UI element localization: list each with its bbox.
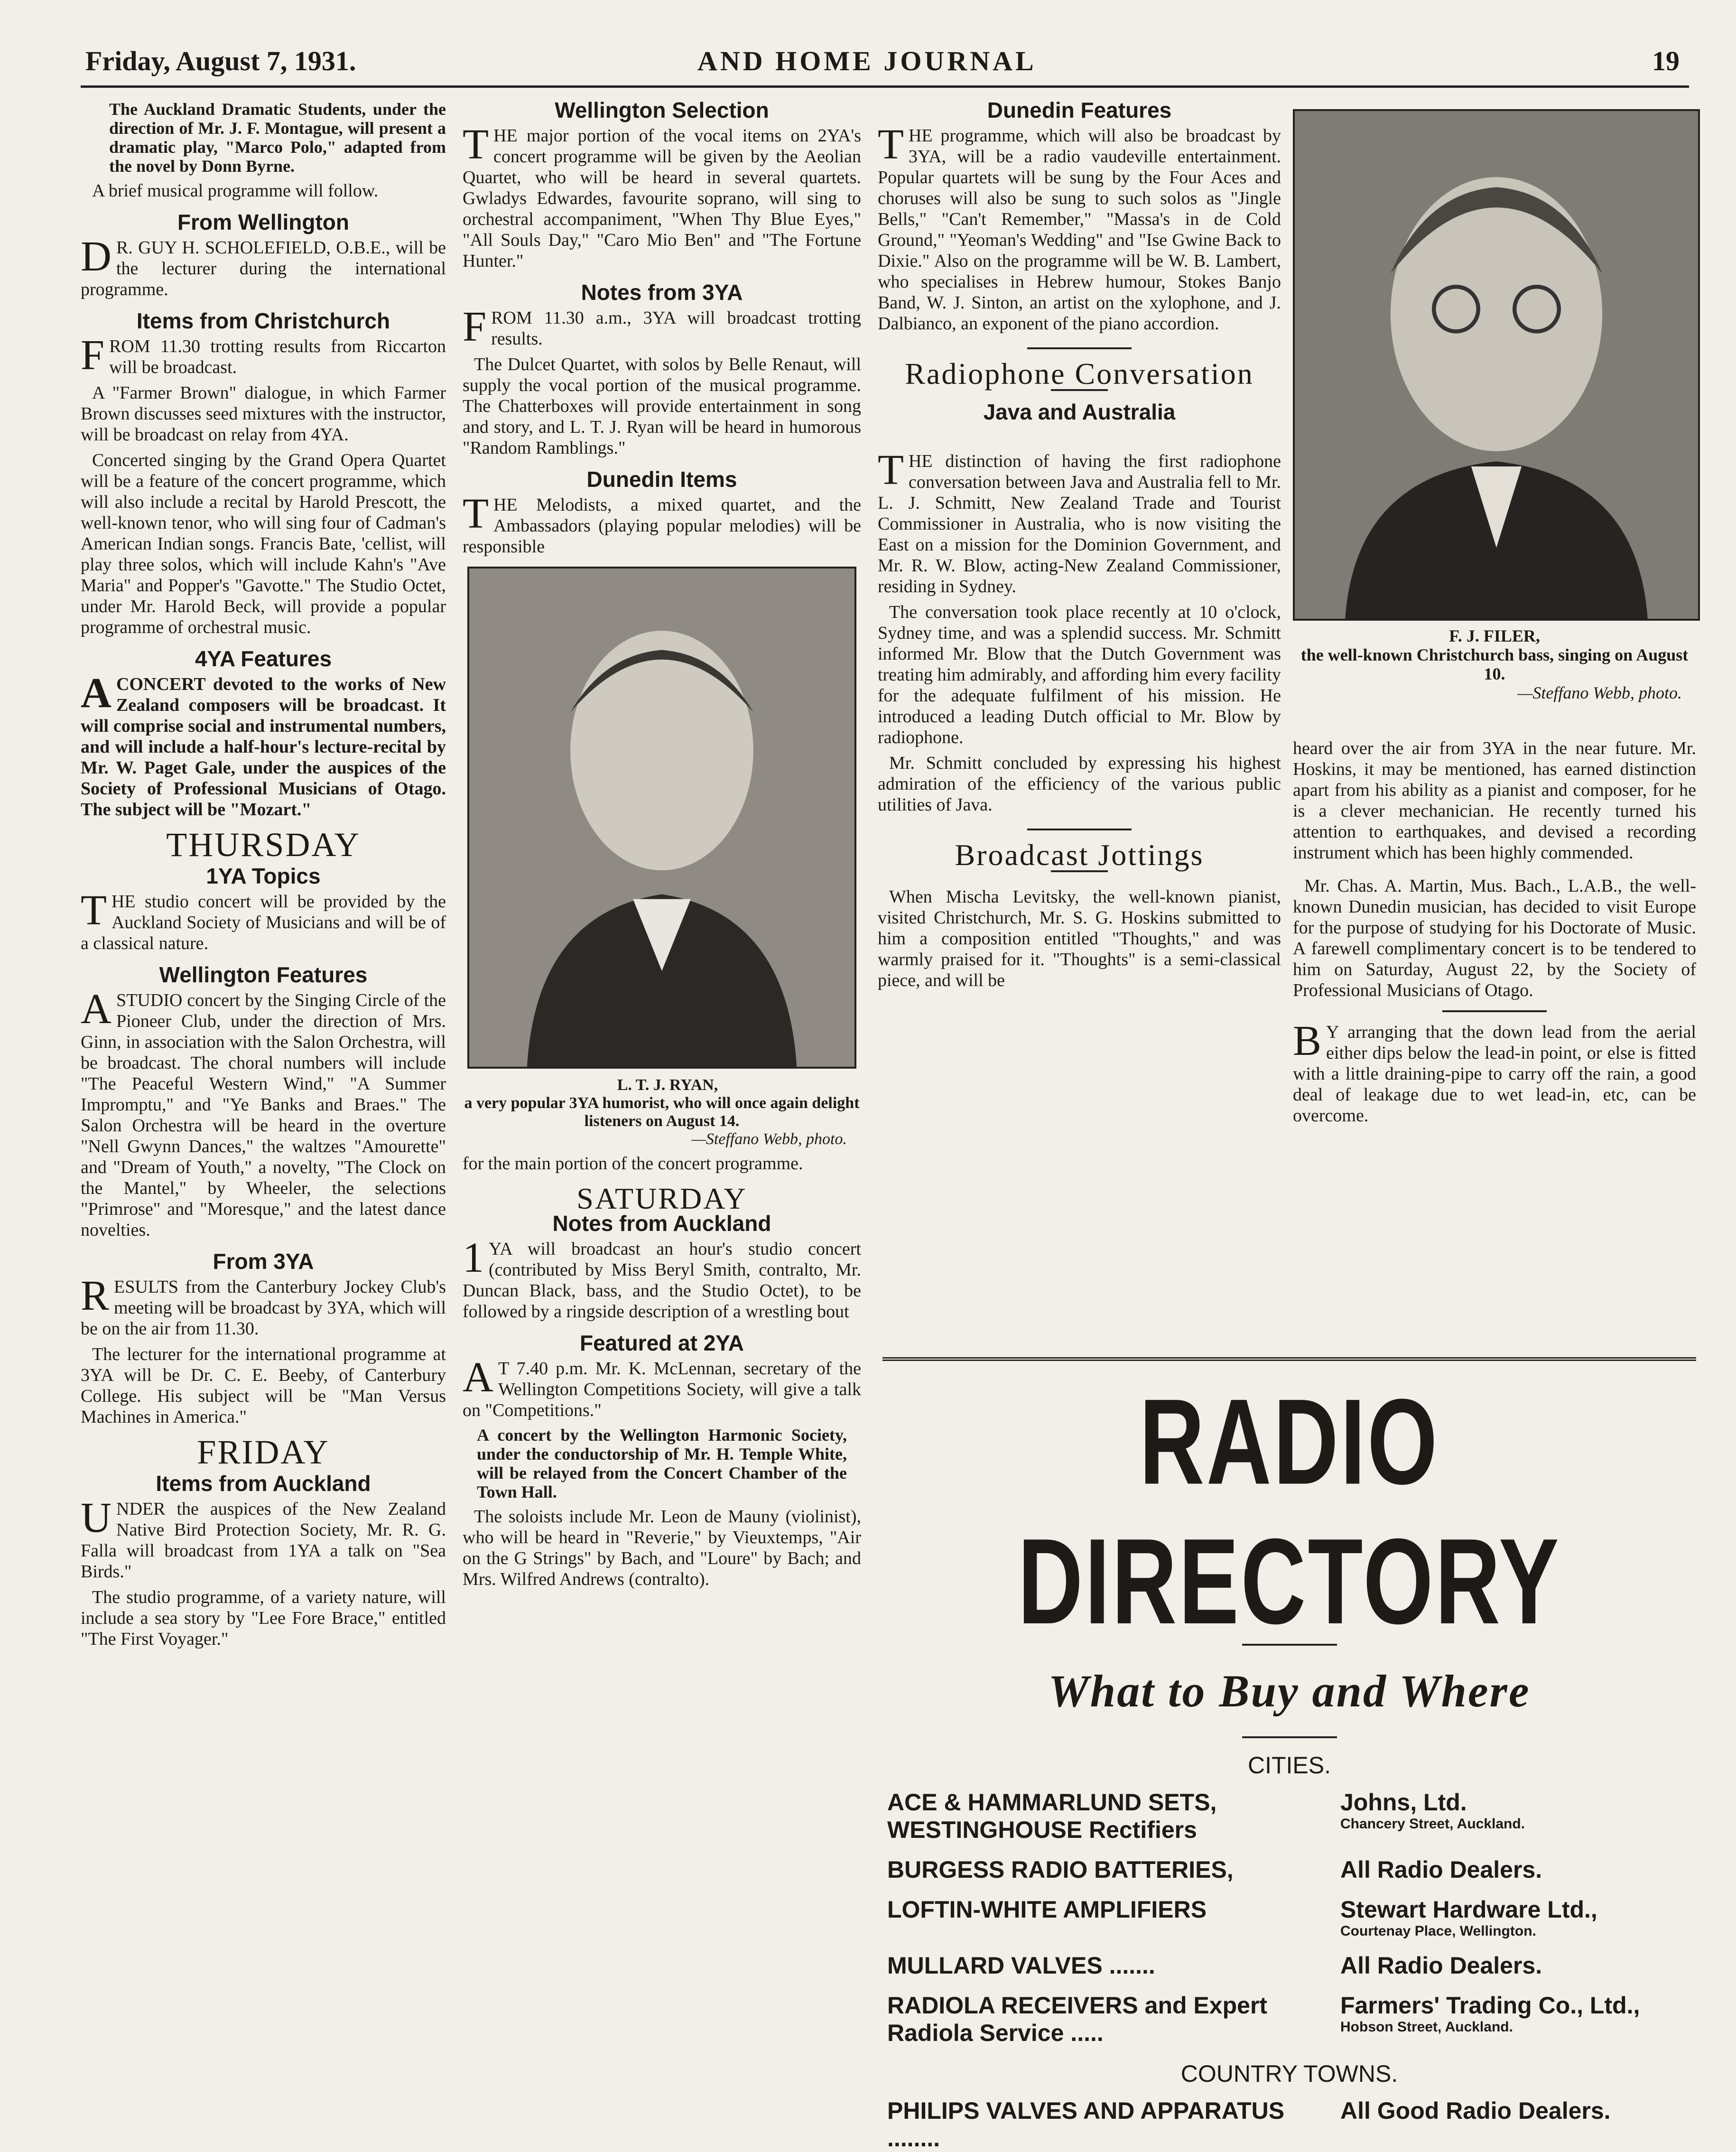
- directory-item: MULLARD VALVES .......: [887, 1952, 1155, 1979]
- paragraph: THE programme, which will also be broadcast by 3YA, will be a radio vaudeville entertainment. Popular quartets will be sung by the Four Aces and choruses will also be sung to such solos as "Jingle Bells," "Can't Remember," "Massa's in de Cold Ground," "Yeoman's Wedding" and "Ise Gwine Back to Dixie." Also on the programme will be W. B. Lambert, who specialises in Hebrew humour, Stokes Banjo Band, W. J. Sinton, an artist on the xylophone, and J. Dalbianco, an exponent of the piano accordion.: [878, 121, 1281, 334]
- paragraph: heard over the air from 3YA in the near future. Mr. Hoskins, it may be mentioned, has earned distinction apart from his ability as a pianist and composer, for he is a clever mechanician. He recently turned his attention to earthquakes, and devised a recording instrument which has been highly commended.: [1293, 738, 1696, 863]
- paragraph: FROM 11.30 trotting results from Riccarton will be broadcast.: [81, 332, 446, 379]
- directory-dealer: All Good Radio Dealers.: [1340, 2097, 1611, 2124]
- page-date: Friday, August 7, 1931.: [85, 46, 356, 76]
- photo-credit: —Steffano Webb, photo.: [691, 1130, 847, 1148]
- page-number: 19: [1652, 46, 1680, 76]
- directory-title: RADIO DIRECTORY: [1018, 1374, 1561, 1650]
- portrait-photo-filer: [1293, 109, 1700, 621]
- paragraph: THE Melodists, a mixed quartet, and the Ambassadors (playing popular melodies) will be responsible: [463, 490, 861, 557]
- directory-row: [882, 2097, 1696, 2152]
- category-country-towns: COUNTRY TOWNS.: [1180, 2060, 1398, 2087]
- directory-dealer: All Radio Dealers.: [1340, 1856, 1542, 1883]
- section-heading: Wellington Selection: [555, 98, 769, 122]
- directory-row: [882, 1992, 1696, 2047]
- divider: [1242, 1736, 1337, 1738]
- header-rule: [81, 85, 1689, 88]
- paragraph: THE major portion of the vocal items on 2YA's concert programme will be given by the Aeolian Quartet, who will be heard in several quartets. Gwladys Edwardes, favourite soprano, will sing to orchestral accompaniment, "When Thy Blue Eyes," "All Souls Day," "Caro Mio Ben" and "The Fortune Hunter.": [463, 121, 861, 271]
- directory-item: ACE & HAMMARLUND SETS, WESTINGHOUSE Rectifiers: [887, 1789, 1217, 1843]
- paragraph: When Mischa Levitsky, the well-known pianist, visited Christchurch, Mr. S. G. Hoskins submitted to him a composition entitled "Thoughts," and was warmly praised for it. "Thoughts" is a semi-classical piece, and will be: [878, 887, 1281, 990]
- paragraph: BY arranging that the down lead from the aerial either dips below the lead-in point, or else is fitted with a little draining-pipe to carry off the rain, a good deal of leakage due to wet lead-in, etc, can be overcome.: [1293, 1017, 1696, 1126]
- category-cities: CITIES.: [1247, 1752, 1331, 1779]
- section-title: Broadcast Jottings: [955, 838, 1204, 872]
- divider: [1027, 347, 1132, 349]
- directory-dealer: Farmers' Trading Co., Ltd., Hobson Street, Auckland.: [1340, 1992, 1640, 2035]
- portrait-image: [469, 568, 854, 1067]
- paragraph: A brief musical programme will follow.: [92, 181, 379, 201]
- section-heading: Notes from 3YA: [581, 280, 743, 305]
- directory-row: [882, 1896, 1696, 1939]
- paragraph: RESULTS from the Canterbury Jockey Club's meeting will be broadcast by 3YA, which will be on the air from 11.30.: [81, 1272, 446, 1339]
- directory-row: [882, 1952, 1696, 1979]
- day-heading: FRIDAY: [197, 1433, 330, 1471]
- paragraph: 1YA will broadcast an hour's studio concert (contributed by Miss Beryl Smith, contralto, Mr. Duncan Black, bass, and the Studio Octet), to be followed by a ringside description of a wrestling bout: [463, 1234, 861, 1322]
- section-heading: Featured at 2YA: [580, 1331, 744, 1355]
- photo-caption: [1293, 626, 1696, 702]
- portrait-photo-ryan: [467, 567, 856, 1069]
- column-3: [878, 100, 1281, 996]
- section-heading: Dunedin Items: [586, 467, 737, 492]
- day-heading: THURSDAY: [166, 826, 361, 864]
- paragraph: Mr. Schmitt concluded by expressing his highest admiration of the efficiency of the various public utilities of Java.: [878, 753, 1281, 815]
- section-heading: Java and Australia: [983, 400, 1176, 424]
- photo-credit: —Steffano Webb, photo.: [1517, 683, 1682, 702]
- section-heading: Notes from Auckland: [552, 1211, 771, 1236]
- paragraph: The conversation took place recently at 10 o'clock, Sydney time, and was a splendid success. Mr. Schmitt informed Mr. Blow that the Dutch Government was treating him admirably, and affording him every facility for the adequate fulfilment of his mission. He introduced a leading Dutch official to Mr. Blow by radiophone.: [878, 602, 1281, 747]
- paragraph: FROM 11.30 a.m., 3YA will broadcast trotting results.: [463, 303, 861, 350]
- paragraph: THE studio concert will be provided by the Auckland Society of Musicians and will be of a classical nature.: [81, 887, 446, 953]
- section-heading: 1YA Topics: [206, 864, 321, 888]
- paragraph: Mr. Chas. A. Martin, Mus. Bach., L.A.B., the well-known Dunedin musician, has decided to visit Europe for the purpose of studying for his Doctorate of Music. A farewell complimentary concert is to be tendered to him on Saturday, August 22, by the Society of Professional Musicians of Otago.: [1293, 876, 1696, 1000]
- column-1: [81, 100, 446, 1654]
- section-title: Radiophone Conversation: [905, 357, 1254, 391]
- paragraph: A "Farmer Brown" dialogue, in which Farmer Brown discusses seed mixtures with the instructor, will be broadcast on relay from 4YA.: [81, 383, 446, 445]
- section-heading: Items from Auckland: [156, 1471, 371, 1496]
- photo-caption: [463, 1076, 861, 1148]
- paragraph: ACONCERT devoted to the works of New Zealand composers will be broadcast. It will comprise social and instrumental numbers, and will include a half-hour's lecture-recital by Mr. W. Paget Gale, under the auspices of the Society of Professional Musicians of Otago. The subject will be "Mozart.": [81, 670, 446, 820]
- paragraph: UNDER the auspices of the New Zealand Native Bird Protection Society, Mr. R. G. Falla will broadcast from 1YA a talk on "Sea Birds.": [81, 1494, 446, 1582]
- journal-title: AND HOME JOURNAL: [697, 46, 1037, 76]
- paragraph: ASTUDIO concert by the Singing Circle of the Pioneer Club, under the direction of Mrs. Ginn, in association with the Salon Orchestra, will be broadcast. The choral numbers will include "The Peaceful Western Wind," "A Summer Impromptu," and "Ye Banks and Braes." The Salon Orchestra will be heard in the overture "Nell Gwynn Dances," the waltzes "Amourette" and "Dream of Youth," a novelty, "The Clock on the Mantel," by Wheeler, the selections "Primrose" and "Moresque," and the latest dance novelties.: [81, 986, 446, 1240]
- directory-item: LOFTIN-WHITE AMPLIFIERS: [887, 1896, 1207, 1923]
- directory-row: [882, 1789, 1696, 1844]
- directory-dealer: Johns, Ltd. Chancery Street, Auckland.: [1340, 1789, 1525, 1832]
- directory-dealer: Stewart Hardware Ltd., Courtenay Place, Wellington.: [1340, 1896, 1597, 1939]
- divider: [1442, 1010, 1547, 1012]
- paragraph: The Auckland Dramatic Students, under the direction of Mr. J. F. Montague, will present a dramatic play, "Marco Polo," adapted from the novel by Donn Byrne.: [109, 100, 446, 176]
- column-2: [463, 100, 861, 1594]
- paragraph: for the main portion of the concert programme.: [463, 1154, 803, 1174]
- section-heading: Items from Christchurch: [136, 308, 390, 333]
- directory-row: [882, 1856, 1696, 1883]
- section-heading: Wellington Features: [159, 962, 368, 987]
- section-heading: Dunedin Features: [987, 98, 1172, 122]
- directory-item: BURGESS RADIO BATTERIES,: [887, 1856, 1234, 1883]
- caption-text: a very popular 3YA humorist, who will once again delight listeners on August 14.: [464, 1094, 860, 1130]
- divider: [1027, 829, 1132, 830]
- paragraph: The soloists include Mr. Leon de Mauny (violinist), who will be heard in "Reverie," by Vieuxtemps, "Air on the G Strings" by Bach, and "Loure" by Bach; and Mrs. Wilfred Andrews (contralto).: [463, 1507, 861, 1589]
- directory-item: RADIOLA RECEIVERS and Expert Radiola Service .....: [887, 1992, 1268, 2046]
- directory-subtitle: What to Buy and Where: [1048, 1666, 1531, 1716]
- directory-item: PHILIPS VALVES AND APPARATUS ........: [887, 2097, 1285, 2152]
- paragraph: A concert by the Wellington Harmonic Society, under the conductorship of Mr. H. Temple White, will be relayed from the Concert Chamber of the Town Hall.: [477, 1425, 847, 1501]
- portrait-image: [1295, 111, 1698, 619]
- paragraph: Concerted singing by the Grand Opera Quartet will be a feature of the concert programme, which will also include a recital by Harold Prescott, the well-known tenor, who will sing four of Cadman's American Indian songs. Francis Bate, 'cellist, will play three solos, which will include Kahn's "Ave Maria" and Popper's "Gavotte." The Studio Octet, under Mr. Harold Beck, will provide a popular programme of orchestral music.: [81, 450, 446, 637]
- radio-directory: [882, 1357, 1696, 2152]
- paragraph: AT 7.40 p.m. Mr. K. McLennan, secretary of the Wellington Competitions Society, will give a talk on "Competitions.": [463, 1354, 861, 1420]
- section-heading: From Wellington: [177, 210, 349, 234]
- paragraph: The lecturer for the international programme at 3YA will be Dr. C. E. Beeby, of Canterbury College. His subject will be "Man Versus Machines in America.": [81, 1344, 446, 1427]
- caption-name: L. T. J. RYAN,: [617, 1076, 718, 1094]
- caption-text: the well-known Christchurch bass, singing on August 10.: [1300, 645, 1689, 683]
- page-header: [85, 45, 1680, 83]
- section-heading: 4YA Features: [195, 646, 332, 671]
- day-heading: SATURDAY: [576, 1182, 747, 1215]
- directory-dealer: All Radio Dealers.: [1340, 1952, 1542, 1979]
- section-heading: From 3YA: [213, 1249, 314, 1274]
- column-4: [1293, 738, 1696, 1131]
- caption-name: F. J. FILER,: [1449, 626, 1540, 645]
- paragraph: The Dulcet Quartet, with solos by Belle Renaut, will supply the vocal portion of the musical programme. The Chatterboxes will provide entertainment in song and story, and L. T. J. Ryan will be heard in humorous "Random Ramblings.": [463, 354, 861, 458]
- paragraph: DR. GUY H. SCHOLEFIELD, O.B.E., will be the lecturer during the international programme.: [81, 233, 446, 299]
- paragraph: The studio programme, of a variety nature, will include a sea story by "Lee Fore Brace," entitled "The First Voyager.": [81, 1587, 446, 1649]
- paragraph: THE distinction of having the first radiophone conversation between Java and Australia fell to Mr. L. J. Schmitt, New Zealand Trade and Tourist Commissioner in Australia, who is now visiting the East on a mission for the Dominion Government, and Mr. R. W. Blow, acting-New Zealand Commissioner, residing in Sydney.: [878, 447, 1281, 596]
